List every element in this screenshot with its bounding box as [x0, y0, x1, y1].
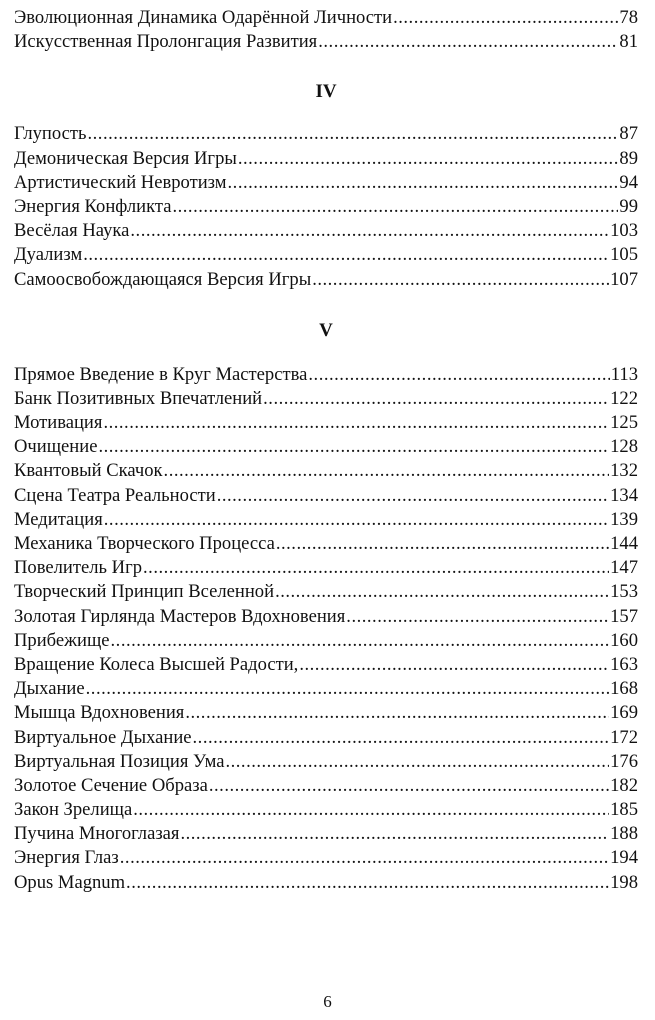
toc-entry-title: Сцена Театра Реальности — [14, 484, 216, 506]
toc-entry-title: Очищение — [14, 436, 98, 458]
toc-entry-title: Прямое Введение в Круг Мастерства — [14, 363, 308, 385]
toc-entry-page: 188 — [610, 823, 638, 845]
toc-entry-title: Артистический Невротизм — [14, 171, 227, 193]
toc-entry-page: 122 — [610, 387, 638, 409]
toc-leader-dots — [318, 30, 618, 54]
toc-entry-title: Пучина Многоглазая — [14, 823, 180, 845]
toc-entry-title: Дыхание — [14, 678, 85, 700]
toc-leader-dots — [276, 532, 609, 556]
toc-leader-dots — [103, 411, 609, 435]
toc-leader-dots — [133, 798, 609, 822]
toc-entry[interactable] — [14, 268, 638, 292]
toc-leader-dots — [120, 846, 609, 870]
toc-leader-dots — [130, 219, 609, 243]
toc-entry-page: 160 — [610, 629, 638, 651]
toc-entry-page: 103 — [610, 220, 638, 242]
toc-leader-dots — [180, 822, 609, 846]
toc-entry-title: Медитация — [14, 508, 103, 530]
toc-entry[interactable] — [14, 629, 638, 653]
toc-entry[interactable] — [14, 750, 638, 774]
toc-entry-page: 94 — [619, 171, 638, 193]
toc-leader-dots — [263, 387, 609, 411]
toc-entry-title: Банк Позитивных Впечатлений — [14, 387, 263, 409]
toc-entry-page: 153 — [610, 581, 638, 603]
toc-entry[interactable] — [14, 484, 638, 508]
toc-leader-dots — [228, 171, 619, 195]
toc-entry-page: 198 — [610, 871, 638, 893]
toc-entry-page: 163 — [610, 653, 638, 675]
toc-entry-title: Opus Magnum — [14, 871, 126, 893]
toc-leader-dots — [185, 701, 609, 725]
toc-entry[interactable] — [14, 701, 638, 725]
toc-entry[interactable] — [14, 147, 638, 171]
toc-entry[interactable] — [14, 508, 638, 532]
page-number: 6 — [323, 992, 332, 1011]
toc-entry-title: Виртуальная Позиция Ума — [14, 750, 225, 772]
toc-entry-title: Мышца Вдохновения — [14, 702, 185, 724]
toc-entry-title: Искусственная Пролонгация Развития — [14, 31, 318, 53]
toc-entry-title: Повелитель Игр — [14, 557, 143, 579]
toc-entry[interactable] — [14, 435, 638, 459]
toc-leader-dots — [126, 871, 609, 895]
toc-entry-page: 185 — [610, 799, 638, 821]
toc-entry[interactable] — [14, 871, 638, 895]
toc-entry-page: 87 — [619, 123, 638, 145]
toc-entry-page: 144 — [610, 533, 638, 554]
toc-entry-title: Золотое Сечение Образа — [14, 774, 208, 796]
toc-leader-dots — [88, 122, 619, 146]
toc-entry-title: Виртуальное Дыхание — [14, 726, 192, 748]
toc-entry[interactable] — [14, 219, 638, 243]
toc-entry-page: 78 — [619, 7, 638, 28]
toc-entry-title: Энергия Глаз — [14, 847, 119, 869]
toc-leader-dots — [86, 677, 609, 701]
section-heading-iv: IV — [315, 81, 337, 103]
toc-entry[interactable] — [14, 171, 638, 195]
toc-entry-title: Механика Творческого Процесса — [14, 533, 275, 554]
toc-entry-page: 125 — [610, 412, 638, 434]
toc-leader-dots — [217, 484, 609, 508]
toc-entry-page: 169 — [610, 702, 638, 724]
toc-leader-dots — [193, 726, 610, 750]
toc-leader-dots — [393, 6, 618, 30]
toc-entry-page: 157 — [610, 605, 638, 627]
toc-entry-title: Закон Зрелища — [14, 799, 133, 821]
section-heading-v: V — [319, 319, 333, 341]
toc-entry[interactable] — [14, 30, 638, 54]
toc-entry[interactable] — [14, 677, 638, 701]
toc-entry-page: 139 — [610, 508, 638, 530]
toc-entry[interactable] — [14, 411, 638, 435]
toc-entry-title: Эволюционная Динамика Одарённой Личности — [14, 7, 393, 28]
toc-entry[interactable] — [14, 726, 638, 750]
toc-entry-page: 168 — [610, 678, 638, 700]
toc-entry-title: Золотая Гирлянда Мастеров Вдохновения — [14, 605, 346, 627]
toc-entry[interactable] — [14, 387, 638, 411]
toc-leader-dots — [308, 363, 609, 387]
toc-entry-page: 128 — [610, 436, 638, 458]
toc-entry[interactable] — [14, 846, 638, 870]
toc-entry-page: 89 — [619, 147, 638, 169]
toc-entry-title: Энергия Конфликта — [14, 195, 172, 217]
toc-entry[interactable] — [14, 6, 638, 30]
toc-entry-title: Глупость — [14, 123, 87, 145]
toc-leader-dots — [104, 508, 609, 532]
toc-leader-dots — [111, 629, 610, 653]
toc-leader-dots — [172, 195, 618, 219]
toc-leader-dots — [312, 268, 609, 292]
toc-entry-title: Весёлая Наука — [14, 220, 130, 242]
toc-entry-page: 107 — [610, 268, 638, 290]
toc-entry-page: 194 — [610, 847, 638, 869]
toc-entry-page: 99 — [619, 195, 638, 217]
toc-entry-page: 105 — [610, 244, 638, 266]
toc-entry[interactable] — [14, 798, 638, 822]
toc-leader-dots — [225, 750, 609, 774]
toc-entry[interactable] — [14, 605, 638, 629]
toc-entry-title: Творческий Принцип Вселенной — [14, 581, 275, 603]
toc-entry[interactable] — [14, 556, 638, 580]
toc-leader-dots — [346, 605, 609, 629]
toc-entry-page: 134 — [610, 484, 638, 506]
toc-entry[interactable] — [14, 195, 638, 219]
toc-entry[interactable] — [14, 580, 638, 604]
toc-entry[interactable] — [14, 243, 638, 267]
toc-entry-title: Дуализм — [14, 244, 83, 266]
toc-entry-page: 182 — [610, 774, 638, 796]
toc-entry-title: Прибежище — [14, 629, 110, 651]
toc-entry-title: Мотивация — [14, 412, 103, 434]
toc-leader-dots — [209, 774, 609, 798]
toc-leader-dots — [275, 580, 609, 604]
toc-entry-page: 147 — [610, 557, 638, 579]
toc-entry-page: 176 — [610, 750, 638, 772]
toc-leader-dots — [83, 243, 609, 267]
toc-leader-dots — [299, 653, 609, 677]
toc-entry-title: Самоосвобождающаяся Версия Игры — [14, 268, 312, 290]
table-of-contents — [14, 6, 638, 895]
toc-leader-dots — [143, 556, 609, 580]
toc-entry-title: Вращение Колеса Высшей Радости, — [14, 653, 299, 675]
toc-entry[interactable] — [14, 122, 638, 146]
toc-entry[interactable] — [14, 363, 638, 387]
toc-entry-page: 172 — [610, 726, 638, 748]
toc-section-v — [14, 363, 638, 895]
toc-entry[interactable] — [14, 653, 638, 677]
toc-section-continued — [14, 6, 638, 54]
toc-entry-title: Квантовый Скачок — [14, 460, 163, 482]
toc-entry[interactable] — [14, 459, 638, 483]
toc-entry[interactable] — [14, 822, 638, 846]
toc-entry-page: 132 — [610, 460, 638, 482]
toc-leader-dots — [98, 435, 609, 459]
toc-entry-page: 113 — [610, 363, 638, 385]
toc-section-iv — [14, 122, 638, 291]
toc-entry-title: Демоническая Версия Игры — [14, 147, 237, 169]
toc-leader-dots — [238, 147, 619, 171]
toc-leader-dots — [164, 459, 610, 483]
toc-entry-page: 81 — [619, 31, 638, 53]
toc-entry[interactable] — [14, 532, 638, 556]
toc-entry[interactable] — [14, 774, 638, 798]
